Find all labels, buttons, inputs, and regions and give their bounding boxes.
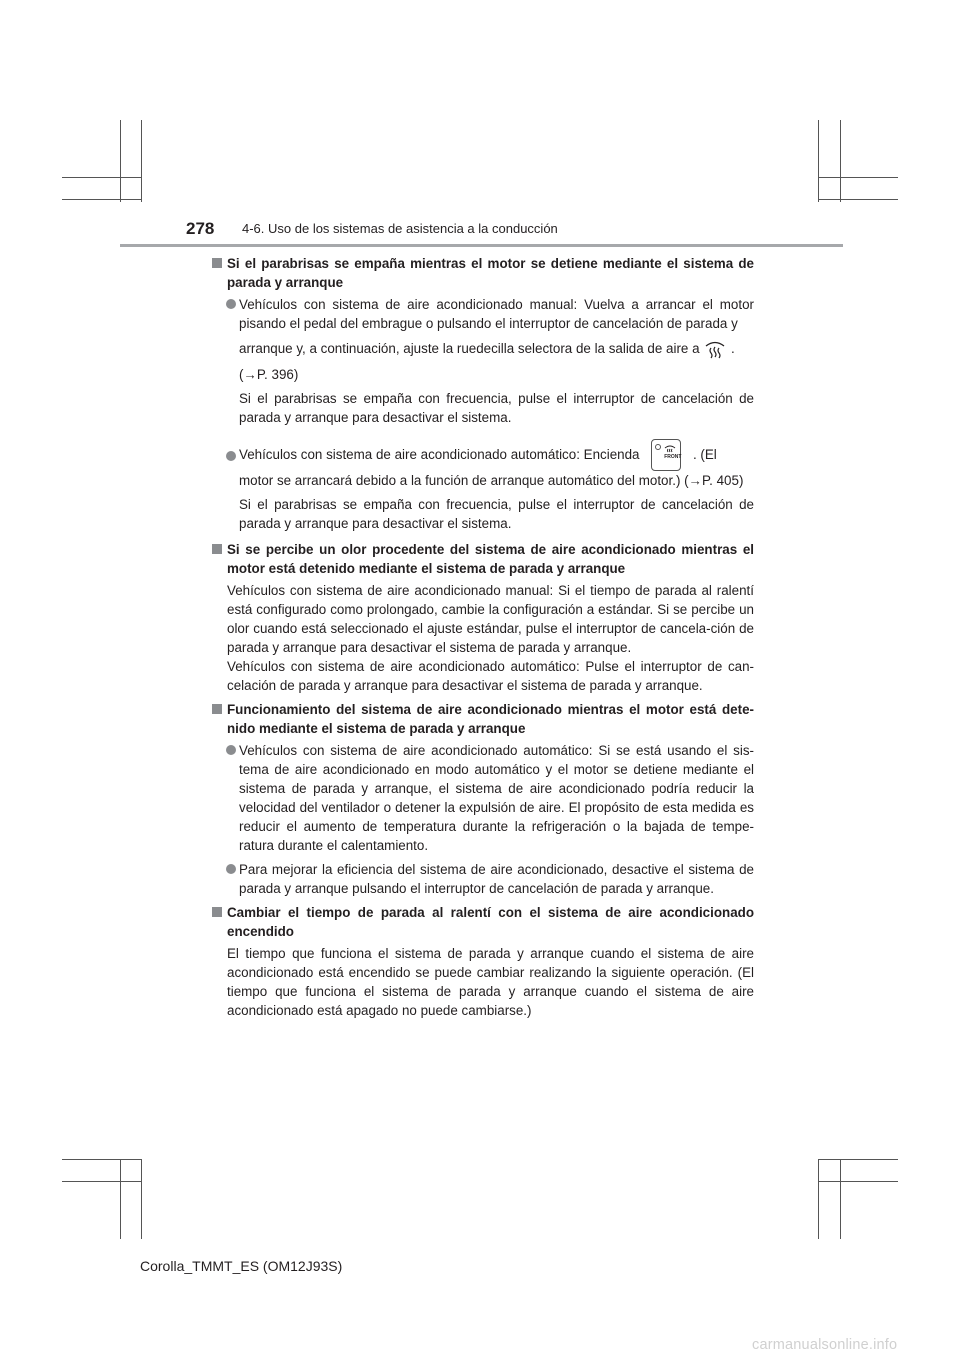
header-divider [120,244,843,247]
watermark: carmanualsonline.info [752,1337,898,1353]
bullet-text: Vehículos con sistema de aire acondicionado manual: Vuelva a arrancar el motor pisando el pedal del embrague o pulsando el interruptor de cancelación de parada y [239,297,754,331]
paragraph-text: Vehículos con sistema de aire acondicionado manual: Si el tiempo de parada al ralentí está configurado como prolongado, cambie la configuración a estándar. Si se percibe un olor cuando está seleccionado el ajuste estándar, pulse el interruptor de cancela-ción de parada y arranque para desactivar el sistema de parada y arranque. [227,583,754,656]
bullet-text: . [731,341,735,356]
paragraph [212,581,754,695]
bullet-text: Vehículos con sistema de aire acondicionado automático: Si se está usando el sis-tema de aire acondicionado en modo automático y el motor se detiene mediante el sistema de parada y arranque, el sistema de aire acondicionado podría reducir la velocidad del ventilador o detener la expulsión de aire. El propósito de esta medida es reducir el aumento de temperatura durante la refrigeración o la bajada de tempe-ratura durante el calentamiento. [239,743,754,854]
defroster-icon [703,338,727,360]
section-heading [212,254,754,292]
crop-mark [120,1159,121,1239]
crop-mark [62,199,142,200]
square-bullet-icon [212,544,222,554]
crop-mark [141,120,142,202]
crop-mark [62,1159,142,1160]
list-item [212,295,754,384]
section-heading [212,903,754,941]
round-bullet-icon [226,745,236,755]
crop-mark [818,120,819,202]
paragraph-text: Vehículos con sistema de aire acondicionado automático: Pulse el interruptor de can-celación de parada y arranque para desactivar el sistema de parada y arranque. [227,659,754,694]
crop-mark [141,1159,142,1239]
heading-text: Cambiar el tiempo de parada al ralentí con el sistema de aire acondicionado encendido [227,905,754,940]
crop-mark [818,1181,898,1182]
crop-mark [840,120,841,202]
section-heading [212,700,754,738]
note-text: Si el parabrisas se empaña con frecuencia, pulse el interruptor de cancelación de parada y arranque para desactivar el sistema. [239,497,754,532]
crop-mark [62,1181,142,1182]
square-bullet-icon [212,258,222,268]
section-title: 4-6. Uso de los sistemas de asistencia a la conducción [242,221,558,236]
bullet-text: Vehículos con sistema de aire acondicionado automático: Encienda [239,447,640,462]
round-bullet-icon [226,451,236,461]
crop-mark [62,177,142,178]
note-text: Si el parabrisas se empaña con frecuencia, pulse el interruptor de cancelación de parada y arranque para desactivar el sistema. [239,391,754,425]
page-number: 278 [186,219,215,238]
crop-mark [818,1159,819,1239]
square-bullet-icon [212,704,222,714]
footer-document-code: Corolla_TMMT_ES (OM12J93S) [140,1258,343,1274]
bullet-text: motor se arrancará debido a la función de arranque automático del motor.) (→P. 405) [239,473,744,489]
bullet-text-line [239,333,754,365]
bullet-text-line [239,439,754,471]
bullet-text: Para mejorar la eficiencia del sistema de aire acondicionado, desactive el sistema de parada y arranque pulsando el interruptor de cancelación de parada y arranque. [239,862,754,897]
bullet-text: arranque y, a continuación, ajuste la ruedecilla selectora de la salida de aire a [239,341,700,356]
front-button-label: FRONT [664,454,682,461]
indicator-light-icon [655,444,661,450]
round-bullet-icon [226,299,236,309]
paragraph-text: El tiempo que funciona el sistema de parada y arranque cuando el sistema de aire acondicionado está encendido se puede cambiar realizando la siguiente operación. (El tiempo que funciona el sistema de parada y arranque cuando el sistema de aire acondicionado está apagado no puede cambiarse.) [227,946,754,1019]
list-item [212,439,754,490]
square-bullet-icon [212,907,222,917]
crop-mark [818,1159,898,1160]
heading-text: Si el parabrisas se empaña mientras el motor se detiene mediante el sistema de parada y arranque [227,256,754,290]
page-reference: (→P. 396) [239,367,299,382]
paragraph [212,944,754,1020]
list-item [212,741,754,855]
heading-text: Si se percibe un olor procedente del sistema de aire acondicionado mientras el motor está detenido mediante el sistema de parada y arranque [227,542,754,577]
crop-mark [840,1159,841,1239]
crop-mark [120,120,121,202]
page-content [212,254,754,1025]
round-bullet-icon [226,864,236,874]
crop-mark [818,199,898,200]
list-item [212,860,754,898]
bullet-text: . (El [692,447,717,462]
heading-text: Funcionamiento del sistema de aire acondicionado mientras el motor está dete-nido mediante el sistema de parada y arranque [227,702,754,737]
section-heading [212,540,754,578]
crop-mark [818,177,898,178]
front-defroster-button-icon [651,439,681,471]
